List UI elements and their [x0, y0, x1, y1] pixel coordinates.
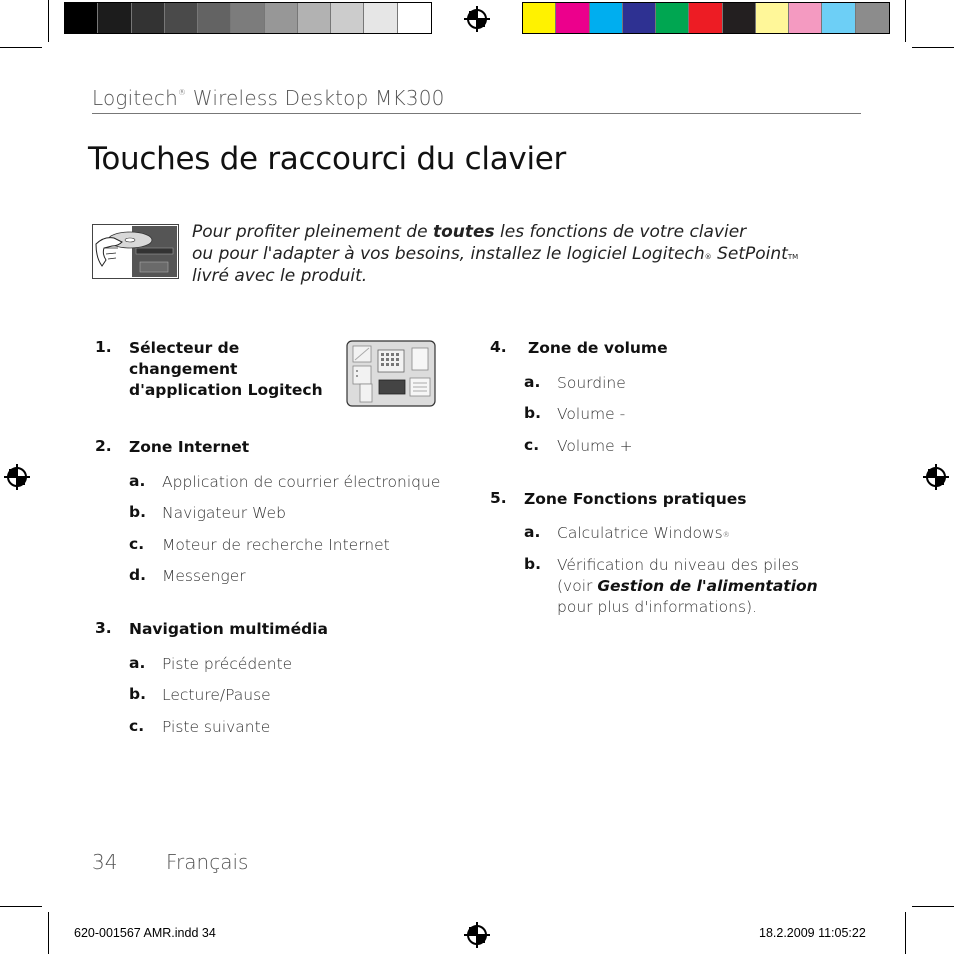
color-swatch	[198, 3, 231, 33]
process-color-bar	[522, 2, 890, 34]
crop-mark	[48, 0, 49, 42]
registration-mark-icon	[464, 6, 490, 32]
cd-install-icon	[92, 224, 179, 279]
crop-mark	[905, 912, 906, 954]
section-number: 5.	[490, 489, 507, 507]
file-slug: 620-001567 AMR.indd 34	[74, 926, 216, 940]
list-item: Lecture/Pause	[162, 686, 271, 704]
color-swatch	[132, 3, 165, 33]
crop-mark	[912, 906, 954, 907]
registration-mark-icon	[464, 922, 490, 948]
running-header: Logitech® Wireless Desktop MK300	[92, 86, 445, 110]
color-swatch	[265, 3, 298, 33]
list-item: Navigateur Web	[162, 504, 286, 522]
crop-mark	[48, 912, 49, 954]
list-item: Sourdine	[557, 374, 626, 392]
section-number: 1.	[95, 338, 112, 356]
list-item: Vérification du niveau des piles (voir Gestion de l'alimentation pour plus d'informations).	[557, 556, 818, 616]
color-swatch	[623, 3, 656, 33]
color-swatch	[331, 3, 364, 33]
section-title: Zone Internet	[129, 438, 250, 456]
list-item: Messenger	[162, 567, 246, 585]
color-swatch	[556, 3, 589, 33]
crop-mark	[905, 0, 906, 42]
crop-mark	[0, 906, 42, 907]
item-letter: c.	[129, 535, 145, 553]
section-title: Zone Fonctions pratiques	[524, 490, 747, 508]
color-swatch	[590, 3, 623, 33]
color-swatch	[856, 3, 889, 33]
color-swatch	[789, 3, 822, 33]
color-swatch	[364, 3, 397, 33]
list-item: Piste précédente	[162, 655, 293, 673]
color-swatch	[656, 3, 689, 33]
section-title: Navigation multimédia	[129, 620, 328, 638]
item-letter: a.	[129, 472, 146, 490]
section-number: 4.	[490, 338, 507, 356]
list-item: Moteur de recherche Internet	[162, 536, 390, 554]
grayscale-color-bar	[64, 2, 432, 34]
color-swatch	[231, 3, 264, 33]
list-item: Volume -	[557, 405, 626, 423]
color-swatch	[165, 3, 198, 33]
item-letter: b.	[129, 685, 146, 703]
section-title: Zone de volume	[528, 339, 668, 357]
item-letter: a.	[524, 523, 541, 541]
item-letter: a.	[129, 654, 146, 672]
section-title: Sélecteur de changement d'application Logitech	[129, 339, 323, 399]
item-letter: c.	[129, 717, 145, 735]
crop-mark	[912, 47, 954, 48]
list-item: Application de courrier électronique	[162, 473, 441, 491]
color-swatch	[523, 3, 556, 33]
color-swatch	[822, 3, 855, 33]
page-title: Touches de raccourci du clavier	[88, 141, 566, 177]
color-swatch	[298, 3, 331, 33]
item-letter: b.	[524, 555, 541, 573]
color-swatch	[756, 3, 789, 33]
section-number: 2.	[95, 437, 112, 455]
list-item: Piste suivante	[162, 718, 271, 736]
item-letter: c.	[524, 436, 540, 454]
app-switcher-icon	[346, 340, 436, 407]
list-item: Calculatrice Windows®	[557, 524, 730, 542]
item-letter: b.	[129, 503, 146, 521]
color-swatch	[689, 3, 722, 33]
footer-language: Français	[166, 850, 249, 874]
item-letter: d.	[129, 566, 146, 584]
section-number: 3.	[95, 619, 112, 637]
registration-mark-icon	[4, 464, 30, 490]
list-item: Volume +	[557, 437, 633, 455]
intro-paragraph: Pour profiter pleinement de toutes les fonctions de votre clavier ou pour l'adapter à vos besoins, installez le logiciel Logitech® SetPoint™ livré avec le produit.	[192, 222, 799, 286]
item-letter: a.	[524, 373, 541, 391]
item-letter: b.	[524, 404, 541, 422]
registration-mark-icon	[923, 464, 949, 490]
color-swatch	[65, 3, 98, 33]
color-swatch	[98, 3, 131, 33]
print-timestamp: 18.2.2009 11:05:22	[759, 926, 866, 940]
header-rule	[92, 113, 861, 114]
crop-mark	[0, 47, 42, 48]
color-swatch	[723, 3, 756, 33]
page-number: 34	[92, 850, 118, 874]
color-swatch	[398, 3, 431, 33]
